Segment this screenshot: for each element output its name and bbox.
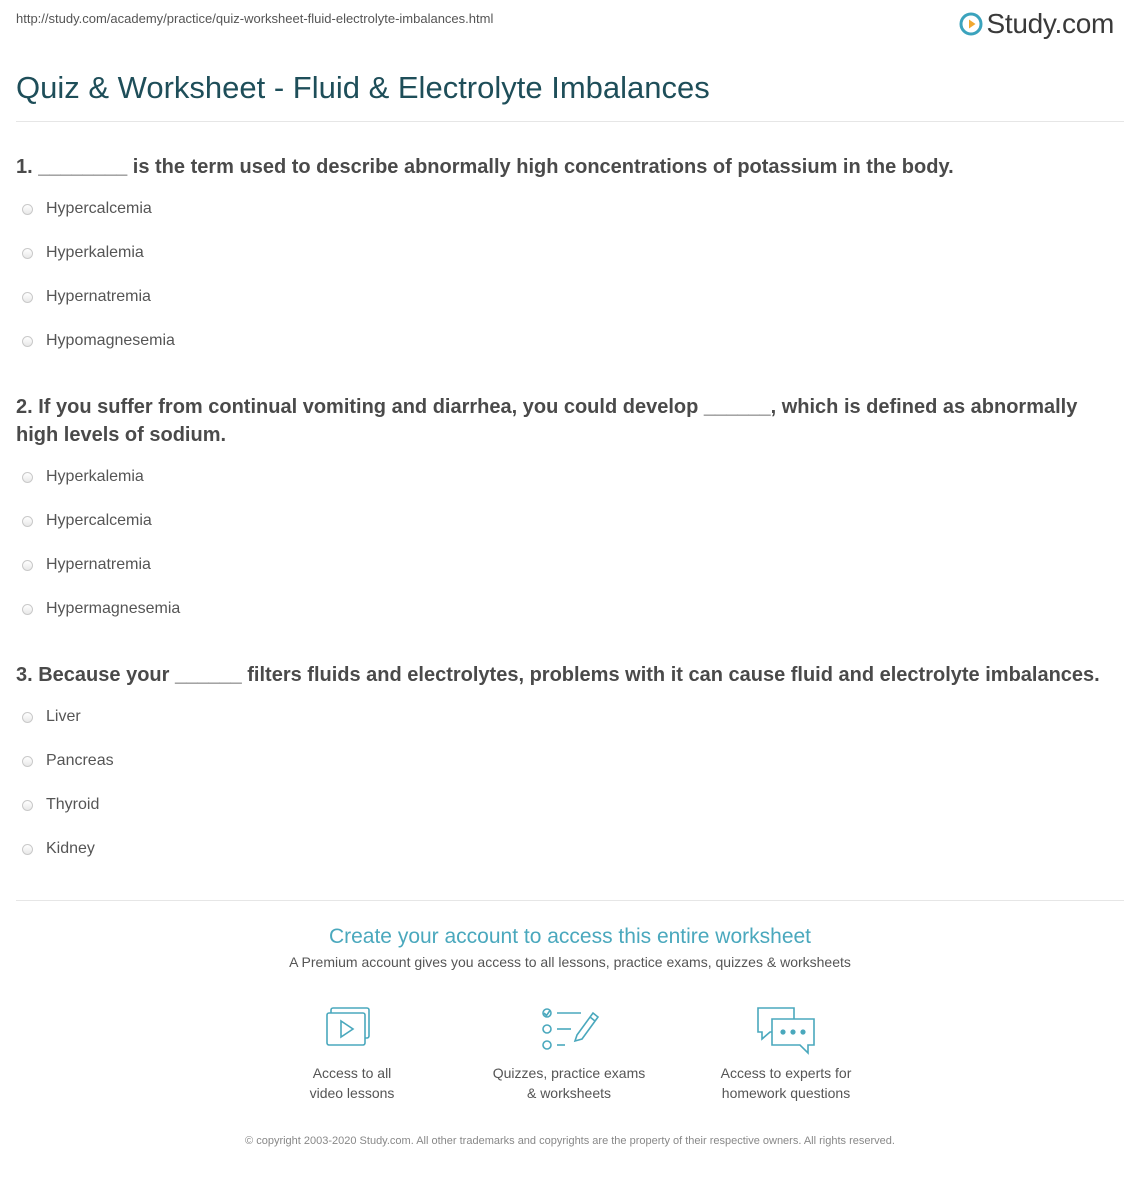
q3-option-3[interactable] [22,796,99,814]
page-title: Quiz & Worksheet - Fluid & Electrolyte Imbalances [16,70,710,105]
radio-button[interactable] [22,560,33,571]
radio-button[interactable] [22,248,33,259]
q3-option-1[interactable] [22,708,81,726]
option-label: Thyroid [46,796,100,813]
option-label: Liver [46,708,81,725]
feature-label: Access to all video lessons [309,1065,395,1101]
radio-button[interactable] [22,516,33,527]
study-logo[interactable] [959,8,1115,40]
copyright-notice: © copyright 2003-2020 Study.com. All other trademarks and copyrights are the property of their respective owners. All rights reserved. [245,1135,895,1147]
q2-option-3[interactable] [22,556,151,574]
radio-button[interactable] [22,204,33,215]
option-label: Kidney [46,840,95,857]
play-circle-icon [959,12,983,36]
feature-label: Quizzes, practice exams & worksheets [492,1065,646,1101]
q2-option-1[interactable] [22,468,144,486]
radio-button[interactable] [22,604,33,615]
q2-option-4[interactable] [22,600,180,618]
option-label: Hypermagnesemia [46,600,181,617]
question-1: 1. ________ is the term used to describe abnormally high concentrations of potassium in the body. [16,156,954,178]
radio-button[interactable] [22,336,33,347]
option-label: Hypomagnesemia [46,332,175,349]
cta-subtitle: A Premium account gives you access to all lessons, practice exams, quizzes & worksheets [289,954,851,970]
feature-experts [686,1005,886,1103]
q1-option-2[interactable] [22,244,144,262]
option-label: Pancreas [46,752,114,769]
option-label: Hyperkalemia [46,468,144,485]
q1-option-1[interactable] [22,200,152,218]
feature-quizzes [469,1005,669,1103]
radio-button[interactable] [22,712,33,723]
radio-button[interactable] [22,472,33,483]
feature-label: Access to experts for homework questions [720,1065,852,1101]
question-2: 2. If you suffer from continual vomiting and diarrhea, you could develop ______, which is defined as abnormally high levels of sodium. [16,396,1078,446]
radio-button[interactable] [22,800,33,811]
chat-bubbles-icon [754,1005,818,1055]
question-3: 3. Because your ______ filters fluids and electrolytes, problems with it can cause fluid and electrolyte imbalances. [16,664,1100,686]
option-label: Hyperkalemia [46,244,144,261]
option-label: Hypercalcemia [46,200,152,217]
q3-option-4[interactable] [22,840,95,858]
video-lessons-icon [320,1005,384,1055]
q3-option-2[interactable] [22,752,114,770]
create-account-link[interactable]: Create your account to access this entire worksheet [328,925,812,948]
logo-text: Study.com [986,8,1114,39]
radio-button[interactable] [22,292,33,303]
radio-button[interactable] [22,756,33,767]
quiz-checklist-icon [537,1005,601,1055]
q1-option-3[interactable] [22,288,151,306]
q1-option-4[interactable] [22,332,175,350]
feature-video-lessons [252,1005,452,1103]
divider [16,900,1124,901]
option-label: Hypernatremia [46,288,151,305]
option-label: Hypercalcemia [46,512,152,529]
q2-option-2[interactable] [22,512,152,530]
radio-button[interactable] [22,844,33,855]
divider [16,121,1124,122]
page-url: http://study.com/academy/practice/quiz-worksheet-fluid-electrolyte-imbalances.html [16,11,494,26]
option-label: Hypernatremia [46,556,151,573]
